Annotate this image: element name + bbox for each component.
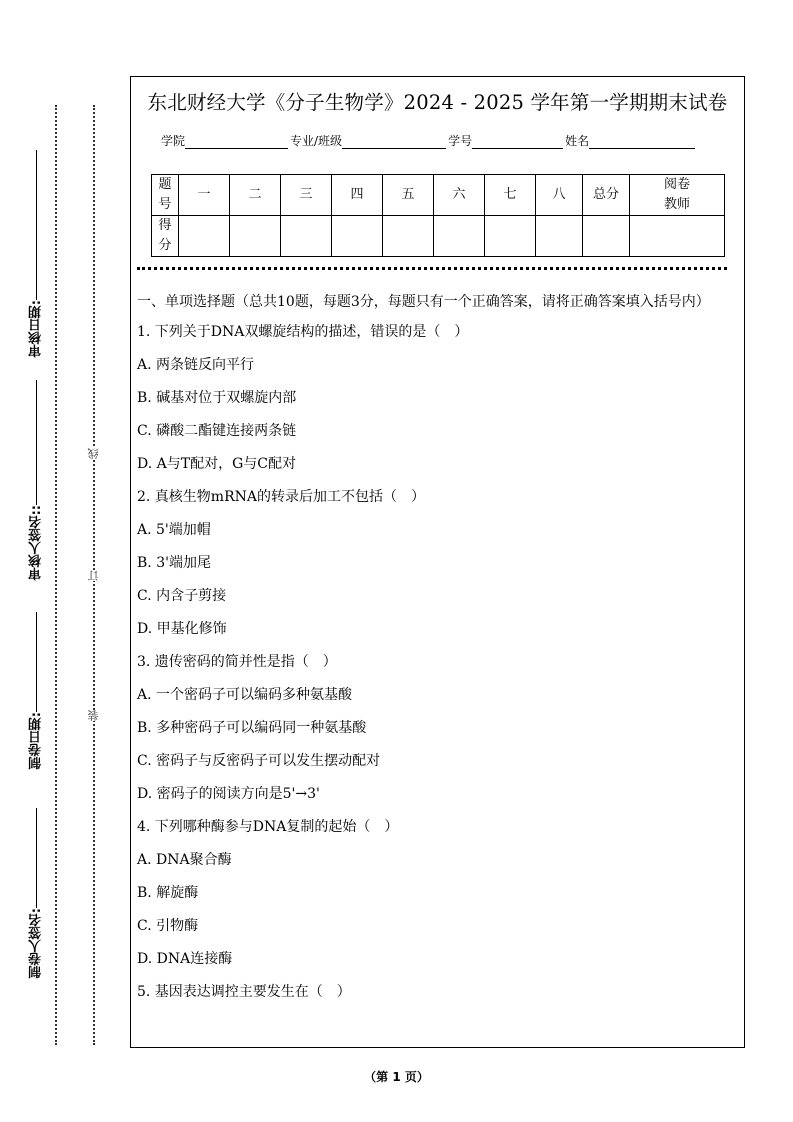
score-cell-7[interactable] bbox=[485, 216, 536, 257]
outer-dotted-line bbox=[55, 105, 57, 1045]
student-id-label: 学号 bbox=[448, 134, 473, 148]
review-date-field[interactable] bbox=[30, 150, 43, 357]
score-table-header-row bbox=[152, 175, 725, 216]
preparer-sign-line bbox=[36, 808, 37, 908]
question-1-stem: 1. 下列关于DNA双螺旋结构的描述，错误的是（ ） bbox=[137, 324, 469, 340]
question-3-stem: 3. 遗传密码的简并性是指（ ） bbox=[137, 654, 337, 670]
score-cell-grader[interactable] bbox=[630, 216, 725, 257]
col-header-1: 一 bbox=[179, 175, 230, 216]
binding-mark-line: 线 bbox=[87, 448, 100, 459]
col-header-6: 六 bbox=[434, 175, 485, 216]
score-table bbox=[151, 174, 725, 257]
review-date-line bbox=[36, 150, 37, 300]
preparer-sign-field[interactable] bbox=[30, 808, 43, 978]
question-4-option-c[interactable]: C. 引物酶 bbox=[137, 918, 199, 934]
question-4-option-d[interactable]: D. DNA连接酶 bbox=[137, 951, 233, 967]
review-date-label: 审核日期: bbox=[29, 300, 44, 358]
question-2-option-b[interactable]: B. 3'端加尾 bbox=[137, 555, 211, 571]
score-cell-total[interactable] bbox=[583, 216, 630, 257]
question-1-option-d[interactable]: D. A与T配对，G与C配对 bbox=[137, 456, 296, 472]
score-table-score-row bbox=[152, 216, 725, 257]
col-header-4: 四 bbox=[332, 175, 383, 216]
exam-frame bbox=[130, 76, 745, 1048]
col-header-2: 二 bbox=[230, 175, 281, 216]
question-3-option-d[interactable]: D. 密码子的阅读方向是5'→3' bbox=[137, 786, 320, 802]
student-info-row bbox=[161, 132, 697, 149]
student-id-blank[interactable] bbox=[472, 136, 563, 149]
score-table-row-header-2 bbox=[152, 216, 179, 257]
major-blank[interactable] bbox=[342, 136, 446, 149]
question-1-option-b[interactable]: B. 碱基对位于双螺旋内部 bbox=[137, 390, 297, 406]
score-cell-4[interactable] bbox=[332, 216, 383, 257]
score-cell-1[interactable] bbox=[179, 216, 230, 257]
row1-header-text: 题号 bbox=[158, 177, 172, 212]
question-2-option-a[interactable]: A. 5'端加帽 bbox=[137, 522, 211, 538]
question-5-stem: 5. 基因表达调控主要发生在（ ） bbox=[137, 984, 351, 1000]
score-cell-2[interactable] bbox=[230, 216, 281, 257]
section-1 bbox=[137, 291, 737, 1015]
name-label: 姓名 bbox=[565, 134, 590, 148]
col-header-8: 八 bbox=[536, 175, 583, 216]
section-1-heading: 一、单项选择题（总共10题，每题3分，每题只有一个正确答案，请将正确答案填入括号内） bbox=[137, 294, 710, 310]
col-header-grader bbox=[630, 175, 725, 216]
binding-mark-bind: 订 bbox=[87, 570, 100, 581]
question-4-option-b[interactable]: B. 解旋酶 bbox=[137, 885, 199, 901]
section-separator bbox=[137, 267, 727, 270]
score-table-row-header bbox=[152, 175, 179, 216]
grader-header-text: 阅卷教师 bbox=[663, 177, 690, 212]
exam-title: 东北财经大学《分子生物学》2024 - 2025 学年第一学期期末试卷 bbox=[147, 91, 728, 114]
question-3-option-c[interactable]: C. 密码子与反密码子可以发生摆动配对 bbox=[137, 753, 381, 769]
score-cell-6[interactable] bbox=[434, 216, 485, 257]
college-label: 学院 bbox=[161, 134, 186, 148]
major-label: 专业/班级 bbox=[290, 134, 343, 148]
reviewer-sign-label: 审核人签名:: bbox=[29, 505, 44, 581]
name-blank[interactable] bbox=[589, 136, 695, 149]
prepare-date-field[interactable] bbox=[30, 612, 43, 769]
score-cell-5[interactable] bbox=[383, 216, 434, 257]
question-2-option-c[interactable]: C. 内含子剪接 bbox=[137, 588, 227, 604]
question-2-stem: 2. 真核生物mRNA的转录后加工不包括（ ） bbox=[137, 489, 425, 505]
question-3-option-b[interactable]: B. 多种密码子可以编码同一种氨基酸 bbox=[137, 720, 367, 736]
col-header-total: 总分 bbox=[583, 175, 630, 216]
binding-mark-fold: 装 bbox=[87, 710, 100, 721]
row2-header-text: 得分 bbox=[158, 218, 172, 253]
reviewer-sign-line bbox=[36, 380, 37, 505]
question-1-option-c[interactable]: C. 磷酸二酯键连接两条链 bbox=[137, 423, 297, 439]
question-2-option-d[interactable]: D. 甲基化修饰 bbox=[137, 621, 227, 637]
question-3-option-a[interactable]: A. 一个密码子可以编码多种氨基酸 bbox=[137, 687, 353, 703]
question-4-stem: 4. 下列哪种酶参与DNA复制的起始（ ） bbox=[137, 819, 399, 835]
question-1-option-a[interactable]: A. 两条链反向平行 bbox=[137, 357, 255, 373]
col-header-3: 三 bbox=[281, 175, 332, 216]
preparer-sign-label: 制卷人签名: bbox=[29, 908, 44, 979]
score-cell-8[interactable] bbox=[536, 216, 583, 257]
page-number: （第 1 页） bbox=[364, 1070, 429, 1084]
col-header-5: 五 bbox=[383, 175, 434, 216]
score-cell-3[interactable] bbox=[281, 216, 332, 257]
col-header-7: 七 bbox=[485, 175, 536, 216]
question-4-option-a[interactable]: A. DNA聚合酶 bbox=[137, 852, 232, 868]
college-blank[interactable] bbox=[185, 136, 288, 149]
reviewer-sign-field[interactable] bbox=[30, 380, 43, 580]
prepare-date-line bbox=[36, 612, 37, 712]
prepare-date-label: 制卷日期: bbox=[29, 712, 44, 770]
